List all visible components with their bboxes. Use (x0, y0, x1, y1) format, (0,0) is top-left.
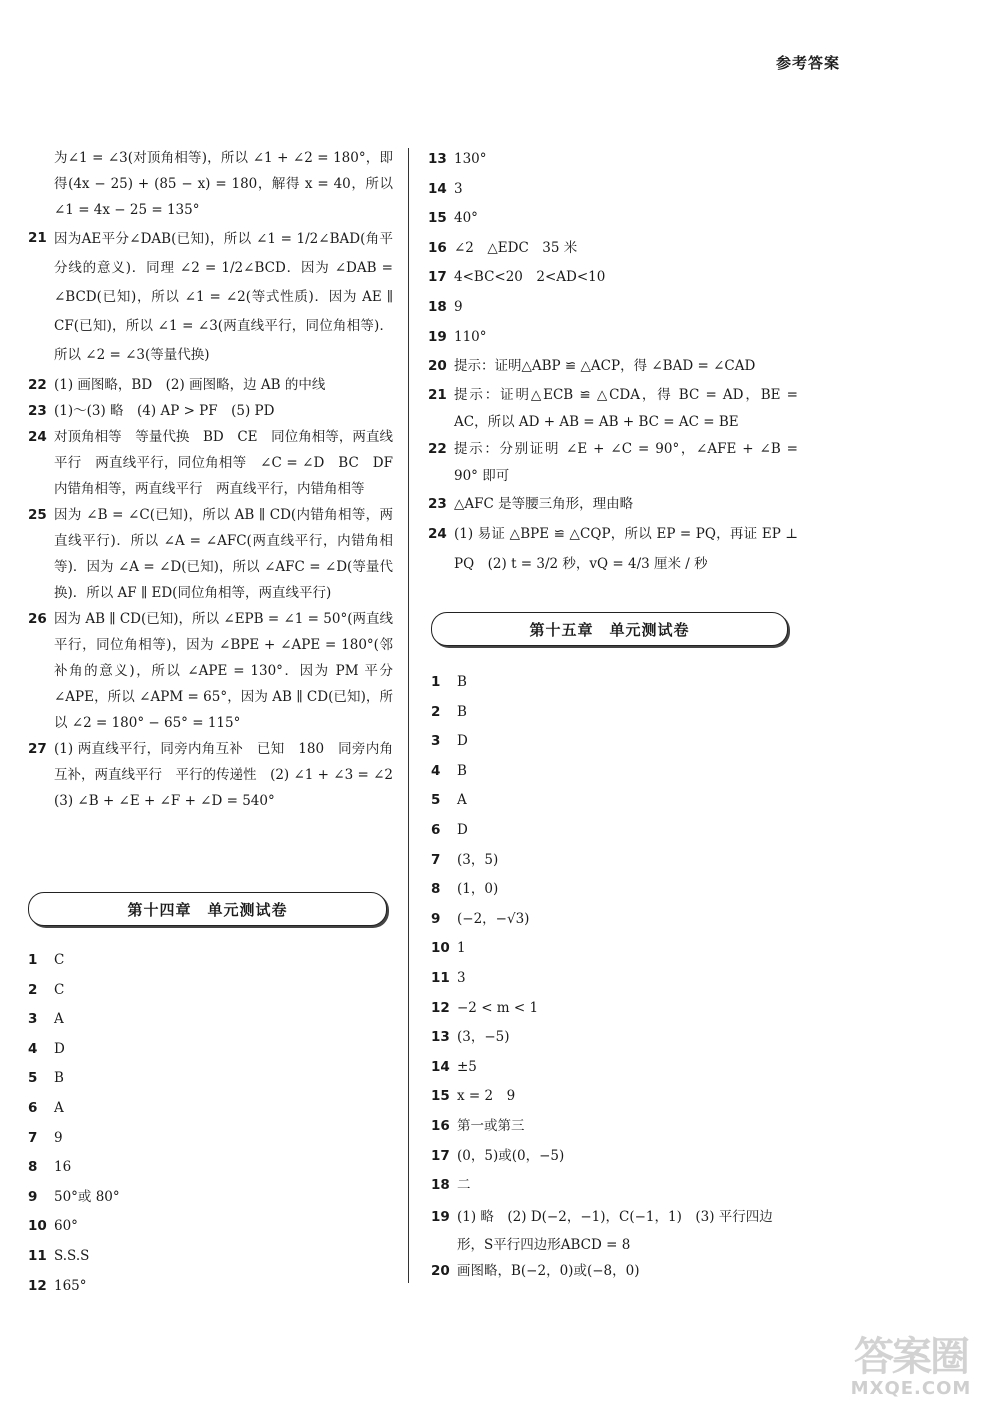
answer-number: 22 (428, 440, 447, 457)
answer-text: △AFC 是等腰三角形，理由略 (454, 495, 634, 512)
list-item (28, 1214, 120, 1244)
answer-number: 7 (28, 1129, 38, 1146)
answer-text: (1)～(3) 略 (4) AP > PF (5) PD (54, 403, 275, 419)
answer-item (428, 234, 798, 264)
list-item (431, 848, 791, 878)
answer-text: 1 (457, 940, 466, 957)
answer-text: S.S.S (54, 1247, 90, 1264)
answer-text: D (457, 821, 468, 838)
list-item (28, 948, 120, 978)
answer-number: 19 (431, 1208, 450, 1225)
answer-number: 27 (28, 741, 47, 757)
answer-text: 40° (454, 210, 478, 227)
answer-number: 14 (428, 180, 447, 197)
chapter-15-answer-list (431, 670, 791, 1288)
answer-text: 因为 AB ∥ CD(已知)，所以 ∠EPB = ∠1 = 50°(两直线平行，同位角相等)，因为 ∠BPE + ∠APE = 180°(邻补角的意义)，所以 ∠APE = 130°．因为 PM 平分 ∠APE，所以 ∠APM = 65°，因为 AB ∥ CD(已知)，所以 ∠2 = 180° − 65° = 115° (54, 611, 393, 731)
answer-number: 2 (28, 981, 38, 998)
list-item (431, 936, 791, 966)
chapter-14-answer-list (28, 948, 120, 1303)
list-item (431, 818, 791, 848)
answer-text: 3 (454, 180, 463, 197)
answer-text: B (457, 703, 467, 720)
answer-number: 6 (431, 821, 441, 838)
answer-number: 8 (28, 1159, 38, 1176)
watermark-url: MXQE.COM (850, 1378, 972, 1399)
answer-text: C (54, 952, 65, 968)
answer-number: 9 (431, 910, 441, 927)
answer-number: 16 (431, 1117, 450, 1134)
answer-text: (3，5) (457, 851, 499, 868)
answer-item (428, 436, 798, 490)
answer-number: 8 (431, 881, 441, 898)
answer-number: 5 (28, 1070, 38, 1087)
answer-text: −2 < m < 1 (457, 999, 539, 1016)
answer-number: 11 (28, 1247, 47, 1264)
list-item (431, 996, 791, 1026)
answer-number: 26 (28, 611, 47, 627)
answer-text: x = 2 9 (457, 1088, 516, 1105)
answer-number: 10 (431, 940, 450, 957)
answer-number: 15 (431, 1088, 450, 1105)
answer-text: (1) 易证 △BPE ≌ △CQP，所以 EP = PQ，再证 EP ⊥ PQ (2) t = 3/2 秒，vQ = 4/3 厘米 / 秒 (454, 526, 798, 573)
answer-text: 画图略，B(−2，0)或(−8，0) (457, 1262, 640, 1279)
list-item (28, 1126, 120, 1156)
answer-number: 16 (428, 239, 447, 256)
answer-text: 60° (54, 1218, 78, 1235)
answer-number: 14 (431, 1058, 450, 1075)
answer-text: 16 (54, 1159, 72, 1176)
list-item (28, 1155, 120, 1185)
answer-number: 12 (431, 999, 450, 1016)
answer-text: A (54, 1099, 64, 1116)
answer-number: 13 (431, 1029, 450, 1046)
answer-number: 1 (28, 952, 38, 968)
answer-number: 3 (28, 1011, 38, 1028)
answer-number: 19 (428, 328, 447, 345)
answer-number: 6 (28, 1099, 38, 1116)
list-item (28, 1066, 120, 1096)
answer-text: 110° (454, 328, 487, 345)
list-item (431, 759, 791, 789)
answer-text: 3 (457, 969, 466, 986)
page-header: 参考答案 (775, 54, 840, 72)
answer-item (428, 175, 798, 205)
answer-text: ±5 (457, 1058, 477, 1075)
answer-text: 165° (54, 1277, 87, 1294)
answer-number: 20 (428, 358, 447, 375)
answer-text: B (457, 762, 467, 779)
list-item (431, 788, 791, 818)
answer-number: 22 (28, 377, 47, 393)
answer-text: (1) 略 (2) D(−2，−1)，C(−1，1) (3) 平行四边形，S平行四边形ABCD = 8 (457, 1208, 773, 1253)
answer-text: 提示：证明△ECB ≌ △CDA，得 BC = AD，BE = AC，所以 AD + AB = AB + BC = AC = BE (454, 386, 798, 430)
answer-text: B (54, 1070, 64, 1087)
answer-number: 4 (28, 1040, 38, 1057)
answer-number: 24 (28, 429, 47, 445)
answer-number: 13 (428, 151, 447, 167)
answer-item (428, 490, 798, 520)
answer-text: (1) 两直线平行，同旁内角互补 已知 180 同旁内角互补，两直线平行 平行的传递性 (2) ∠1 + ∠3 = ∠2 (3) ∠B + ∠E + ∠F + ∠D = 540° (54, 741, 407, 809)
answer-number: 3 (431, 733, 441, 750)
answer-item (28, 424, 407, 502)
list-item (431, 729, 791, 759)
answer-text: D (54, 1040, 65, 1057)
answer-text: A (54, 1011, 64, 1028)
answer-item (28, 225, 393, 370)
answer-text: 对顶角相等 等量代换 BD CE 同位角相等，两直线平行 两直线平行，同位角相等 ∠C = ∠D BC DF 内错角相等，两直线平行 两直线平行，内错角相等 (54, 429, 407, 497)
left-column (28, 145, 407, 814)
section-header-chapter-14: 第十四章 单元测试卷 (28, 892, 387, 926)
watermark-title: 答案圈 (854, 1334, 968, 1380)
list-item (28, 1244, 120, 1274)
list-item (28, 1037, 120, 1067)
answer-text: ∠2 △EDC 35 米 (454, 239, 578, 256)
answer-text: 因为 ∠B = ∠C(已知)，所以 AB ∥ CD(内错角相等，两直线平行)．所以 ∠A = ∠AFC(两直线平行，内错角相等)．因为 ∠A = ∠D(已知)，所以 ∠AFC = ∠D(等量代换)．所以 AF ∥ ED(同位角相等，两直线平行) (54, 507, 393, 601)
list-item (431, 966, 791, 996)
answer-number: 24 (428, 526, 447, 543)
answer-text: 二 (457, 1177, 471, 1194)
answer-item (428, 293, 798, 323)
list-item (431, 907, 791, 937)
answer-text: 9 (54, 1129, 63, 1146)
answer-number: 1 (431, 674, 441, 690)
answer-number: 18 (431, 1177, 450, 1194)
answer-number: 7 (431, 851, 441, 868)
answer-number: 23 (428, 495, 447, 512)
answer-text: 因为AE平分∠DAB(已知)，所以 ∠1 = 1/2∠BAD(角平分线的意义)．同理 ∠2 = 1/2∠BCD．因为 ∠DAB = ∠BCD(已知)，所以 ∠1 = ∠2(等式性质)．因为 AE ∥ CF(已知)，所以 ∠1 = ∠3(两直线平行，同位角相等)．所以 ∠2 = ∠3(等量代换) (54, 231, 393, 363)
right-column (428, 145, 798, 579)
answer-number: 20 (431, 1262, 450, 1279)
answer-continuation: 为∠1 = ∠3(对顶角相等)，所以 ∠1 + ∠2 = 180°，即得(4x − 25) + (85 − x) = 180，解得 x = 40，所以 ∠1 = 4x − 25 = 135° (54, 150, 393, 218)
list-item (431, 877, 791, 907)
section-header-chapter-15: 第十五章 单元测试卷 (431, 612, 788, 646)
answer-number: 21 (28, 230, 47, 246)
list-item (431, 1114, 791, 1144)
answer-item (428, 145, 798, 175)
answer-item (28, 502, 393, 606)
answer-number: 12 (28, 1277, 47, 1294)
answer-item (428, 263, 798, 293)
answer-number: 21 (428, 386, 447, 403)
answer-item (428, 382, 798, 436)
answer-number: 5 (431, 792, 441, 809)
answer-number: 18 (428, 298, 447, 315)
answer-text: (3，−5) (457, 1029, 510, 1046)
list-item (28, 1096, 120, 1126)
list-item (431, 700, 791, 730)
list-item (431, 1025, 791, 1055)
answer-text: 50°或 80° (54, 1188, 120, 1205)
answer-text: 提示：证明△ABP ≌ △ACP，得 ∠BAD = ∠CAD (454, 358, 756, 375)
answer-number: 10 (28, 1218, 47, 1235)
list-item (28, 978, 120, 1008)
answer-number: 2 (431, 703, 441, 720)
answer-text: D (457, 733, 468, 750)
answer-text: 9 (454, 298, 463, 315)
answer-text: (1) 画图略，BD (2) 画图略，边 AB 的中线 (54, 377, 326, 393)
list-item (431, 1144, 791, 1174)
answer-number: 4 (431, 762, 441, 779)
list-item (431, 1203, 791, 1259)
answer-number: 11 (431, 969, 450, 986)
answer-text: (0，5)或(0，−5) (457, 1147, 565, 1164)
answer-text: A (457, 792, 467, 809)
answer-number: 9 (28, 1188, 38, 1205)
answer-item (428, 323, 798, 353)
list-item (28, 1185, 120, 1215)
answer-number: 17 (431, 1147, 450, 1164)
answer-number: 25 (28, 507, 47, 523)
answer-item (28, 736, 407, 814)
list-item (431, 670, 791, 700)
answer-text: (1，0) (457, 881, 499, 898)
answer-item (28, 398, 393, 424)
answer-text: 130° (454, 151, 487, 167)
answer-text: (−2，−√3) (457, 910, 530, 927)
answer-number: 17 (428, 269, 447, 286)
answer-item (428, 204, 798, 234)
answer-text: 4<BC<20 2<AD<10 (454, 269, 606, 286)
answer-number: 23 (28, 403, 47, 419)
answer-text: B (457, 674, 467, 690)
list-item (28, 1274, 120, 1304)
list-item (431, 1055, 791, 1085)
list-item (431, 1084, 791, 1114)
list-item (431, 1173, 791, 1203)
list-item (28, 1007, 120, 1037)
list-item (431, 1259, 791, 1289)
answer-item (428, 352, 798, 382)
answer-number: 15 (428, 210, 447, 227)
column-divider (408, 148, 409, 1283)
answer-item (28, 606, 393, 736)
answer-item (28, 372, 393, 398)
answer-text: C (54, 981, 65, 998)
answer-text: 第一或第三 (457, 1117, 525, 1134)
answer-text: 提示：分别证明 ∠E + ∠C = 90°，∠AFE + ∠B = 90° 即可 (454, 440, 798, 484)
watermark-logo (836, 1335, 986, 1405)
answer-item (428, 519, 798, 579)
